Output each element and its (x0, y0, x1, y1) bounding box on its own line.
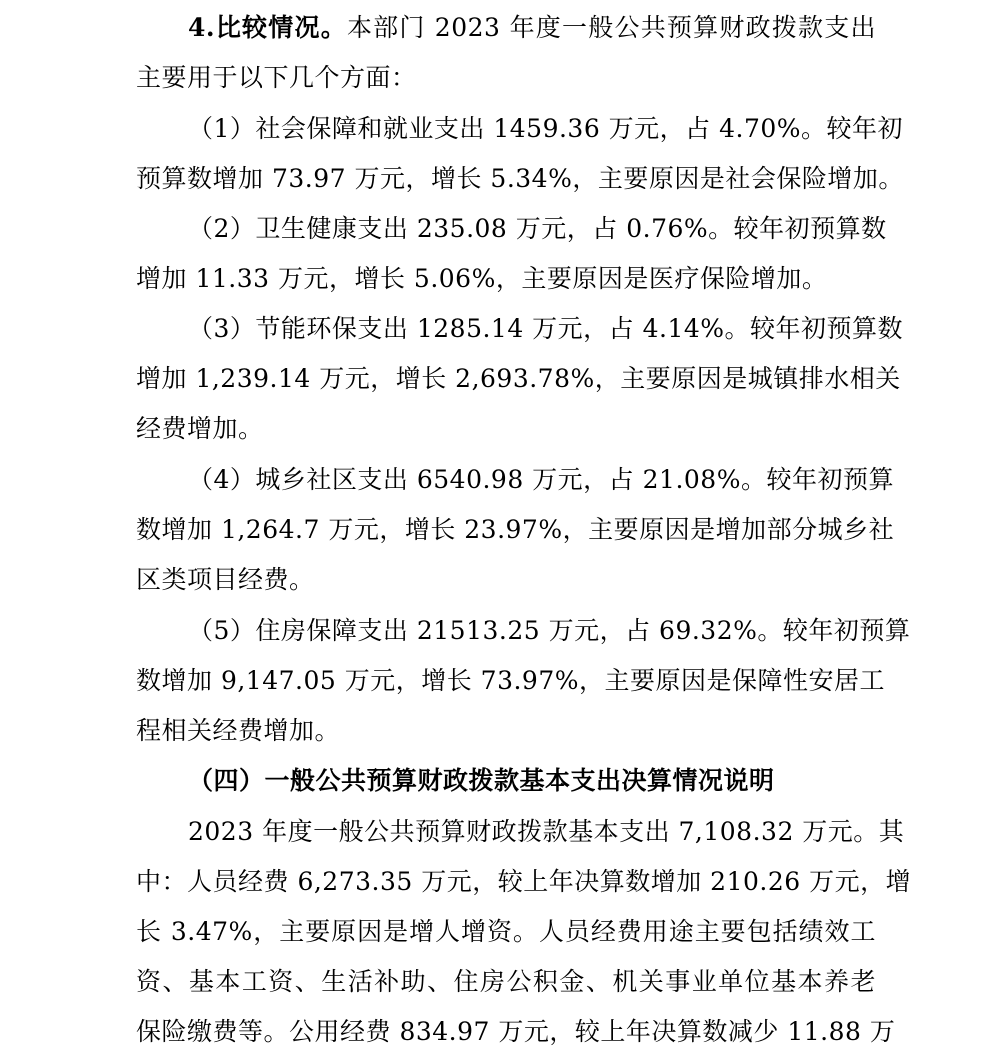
comparison-lead-text: 本部门 2023 年度一般公共预算财政拨款支出 (346, 13, 876, 42)
basic-expenditure-line-2: 中：人员经费 6,273.35 万元，较上年决算数增加 210.26 万元，增 (136, 867, 912, 896)
item-5-line-3: 程相关经费增加。 (136, 716, 341, 745)
section-heading: （四）一般公共预算财政拨款基本支出决算情况说明 (188, 766, 775, 795)
basic-expenditure-line-4: 资、基本工资、生活补助、住房公积金、机关事业单位基本养老 (136, 967, 876, 996)
item-5-line-2: 数增加 9,147.05 万元，增长 73.97%，主要原因是保障性安居工 (136, 666, 885, 695)
item-4-line-2: 数增加 1,264.7 万元，增长 23.97%，主要原因是增加部分城乡社 (136, 515, 895, 544)
item-3-line-1: （3）节能环保支出 1285.14 万元，占 4.14%。较年初预算数 (188, 314, 904, 343)
item-1-line-2: 预算数增加 73.97 万元，增长 5.34%，主要原因是社会保险增加。 (136, 164, 904, 193)
item-4-line-1: （4）城乡社区支出 6540.98 万元，占 21.08%。较年初预算 (188, 465, 894, 494)
item-3-line-3: 经费增加。 (136, 414, 264, 443)
item-5-line-1: （5）住房保障支出 21513.25 万元，占 69.32%。较年初预算 (188, 616, 911, 645)
item-4-line-3: 区类项目经费。 (136, 565, 315, 594)
item-2-line-2: 增加 11.33 万元，增长 5.06%，主要原因是医疗保险增加。 (136, 264, 828, 293)
comparison-lead-bold: 4.比较情况。 (188, 13, 347, 42)
basic-expenditure-line-3: 长 3.47%，主要原因是增人增资。人员经费用途主要包括绩效工 (136, 917, 876, 946)
comparison-paragraph-line-1 (188, 12, 876, 44)
item-2-line-1: （2）卫生健康支出 235.08 万元，占 0.76%。较年初预算数 (188, 214, 887, 243)
item-3-line-2: 增加 1,239.14 万元，增长 2,693.78%，主要原因是城镇排水相关 (136, 364, 901, 393)
item-1-line-1: （1）社会保障和就业支出 1459.36 万元，占 4.70%。较年初 (188, 114, 904, 143)
comparison-paragraph-line-2: 主要用于以下几个方面： (136, 63, 417, 92)
basic-expenditure-line-1: 2023 年度一般公共预算财政拨款基本支出 7,108.32 万元。其 (188, 817, 905, 846)
basic-expenditure-line-5: 保险缴费等。公用经费 834.97 万元，较上年决算数减少 11.88 万 (136, 1017, 896, 1046)
